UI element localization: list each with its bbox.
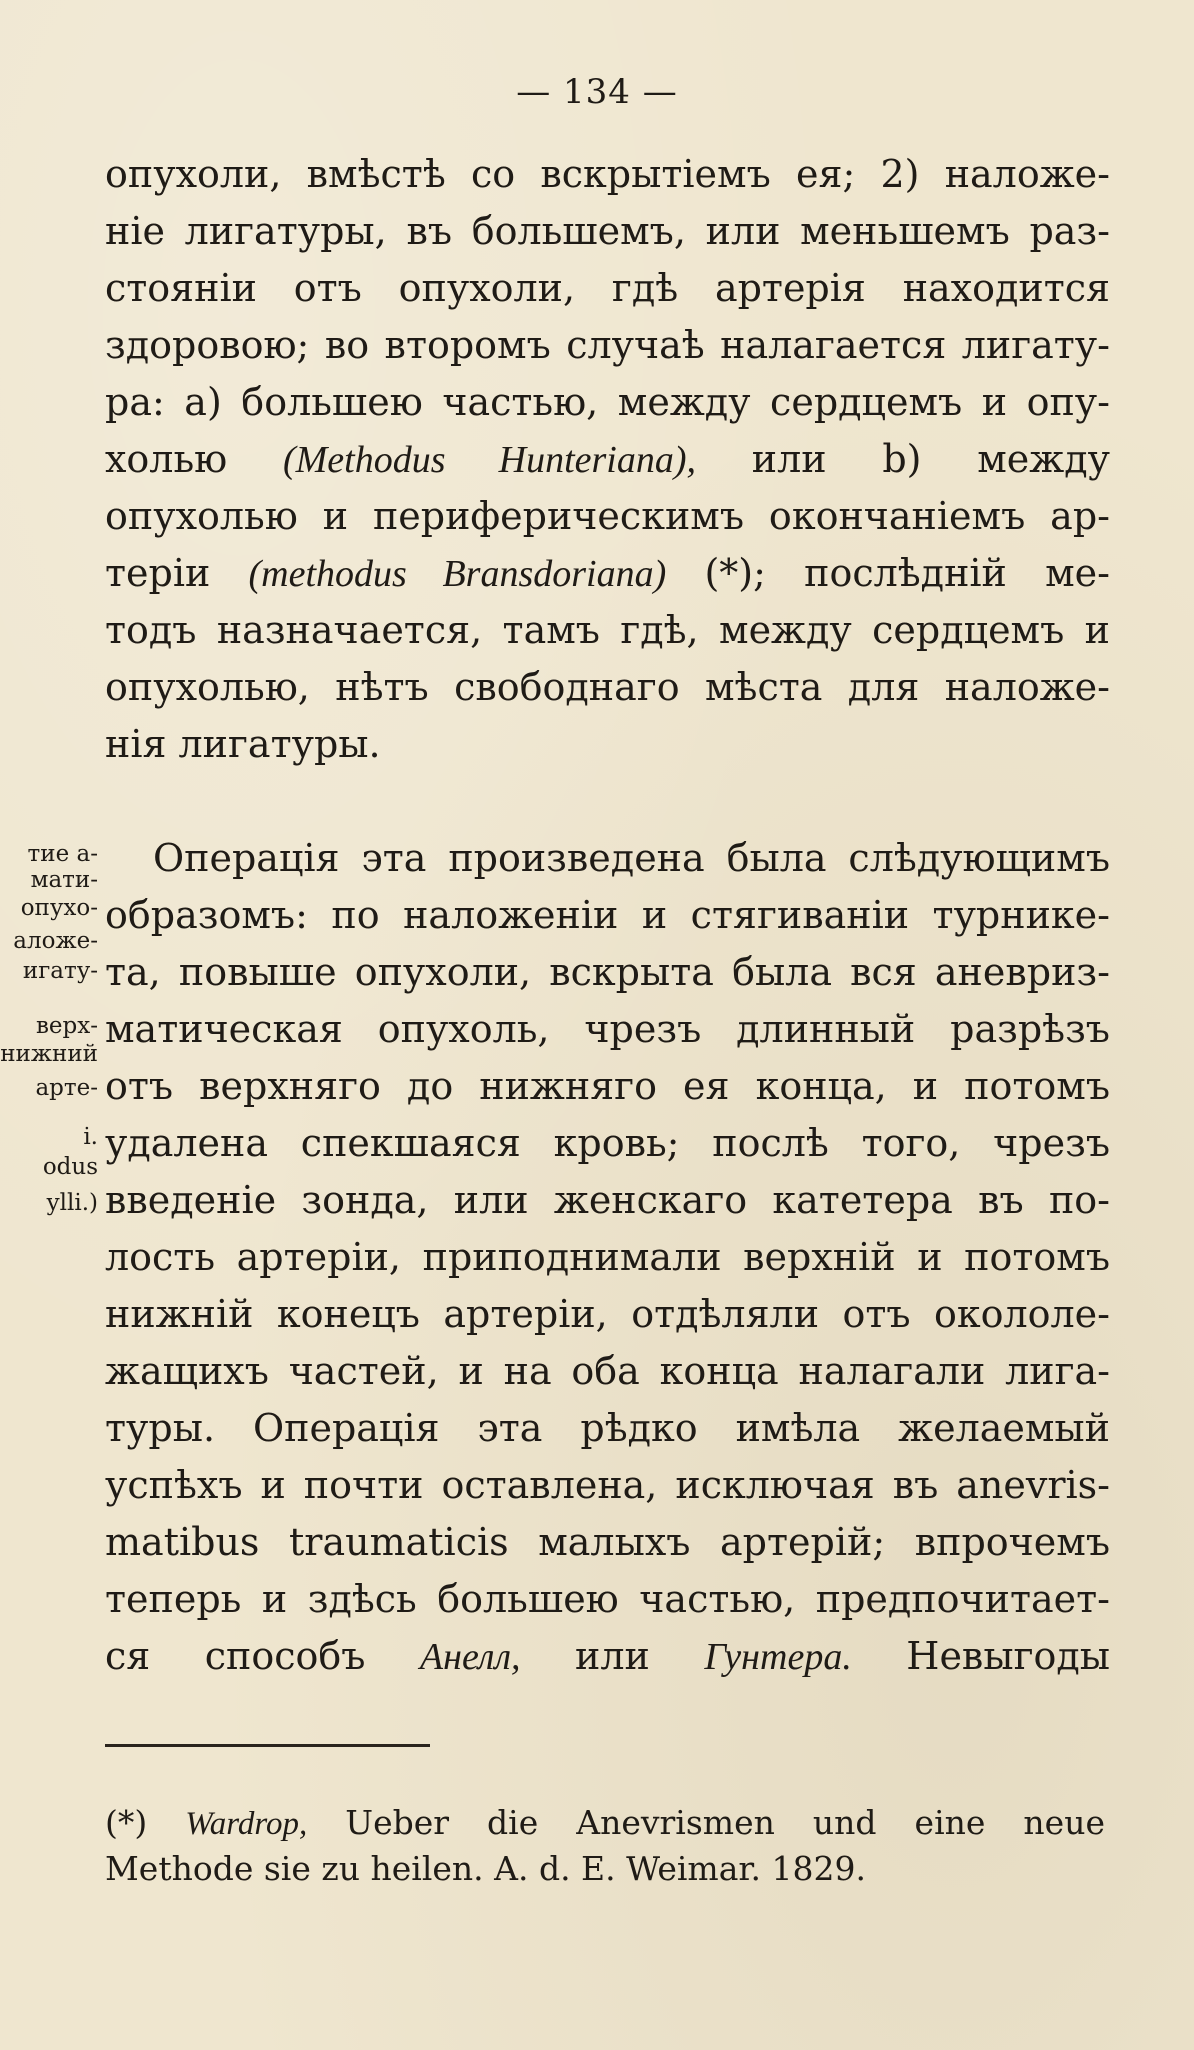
paragraph-2-line: туры. Операцiя эта рѣдко имѣла желаемый [105,1406,1110,1450]
margin-note-line: i. [83,1124,98,1150]
margin-note-line: тие а- [27,841,98,867]
paragraph-1-line: опухолью и периферическимъ окончанiемъ ар- [105,494,1110,538]
paragraph-1-line-with-italic [105,544,1110,603]
paragraph-1-line: опухолью, нѣтъ свободнаго мѣста для наложе- [105,665,1110,709]
paragraph-2-line: лость артерiи, приподнимали верхнiй и потомъ [105,1235,1110,1279]
page-number: — 134 — [516,72,678,112]
latin-method-name: (Methodus Hunteriana), [282,439,697,481]
margin-note-line: мати- [30,867,98,893]
margin-note-line: арте- [35,1075,98,1101]
paragraph-2-line: Операцiя эта произведена была слѣдующимъ [153,836,1110,880]
margin-note-line: опухо- [20,895,98,921]
paragraph-2-line-with-italic [105,1627,1110,1686]
margin-note-line: аложе- [13,928,98,954]
footnote-author: Wardrop, [185,1806,308,1842]
paragraph-1-line: нiе лигатуры, въ большемъ, или меньшемъ раз- [105,209,1110,253]
margin-note-line: игату- [22,958,98,984]
paragraph-2-line: нижнiй конецъ артерiи, отдѣляли отъ окололе- [105,1292,1110,1336]
paragraph-1-last-line: нiя лигатуры. [105,722,381,766]
margin-note-line: верх- [35,1013,98,1039]
text-span: Невыгоды [851,1634,1110,1678]
paragraph-2-line: образомъ: по наложенiи и стягиванiи турнике- [105,893,1110,937]
paragraph-1-line: стоянiи отъ опухоли, гдѣ артерiя находится [105,266,1110,310]
paragraph-1-line: здоровою; во второмъ случаѣ налагается лигату- [105,323,1110,367]
margin-note-line: odus [42,1154,98,1180]
paragraph-2-line: та, повыше опухоли, вскрыта была вся аневриз- [105,950,1110,994]
footnote-divider [105,1744,430,1747]
paragraph-2-line: введенiе зонда, или женскаго катетера въ по- [105,1178,1110,1222]
text-span: терiи [105,551,249,595]
footnote-text: Ueber die Anevrismen und eine neue [307,1803,1105,1842]
paragraph-2-line: матическая опухоль, чрезъ длинный разрѣзъ [105,1007,1110,1051]
footnote-line: Methode sie zu heilen. A. d. E. Weimar. 1829. [105,1849,866,1888]
latin-method-name: (methodus Bransdoriana) [248,553,667,595]
text-span: или b) между [696,437,1110,481]
paragraph-2-line: удалена спекшаяся кровь; послѣ того, чрезъ [105,1121,1110,1165]
paragraph-2-line: теперь и здѣсь большею частью, предпочитает- [105,1577,1110,1621]
paragraph-2-line: отъ верхняго до нижняго ея конца, и потомъ [105,1064,1110,1108]
paragraph-2-line: успѣхъ и почти оставлена, исключая въ anevris- [105,1463,1110,1507]
surgeon-name: Гунтера. [704,1636,852,1678]
paragraph-2-line: жащихъ частей, и на оба конца налагали лига- [105,1349,1110,1393]
footnote-mark: (*) [105,1803,186,1842]
text-span: или [520,1634,705,1678]
margin-note-line: ylli.) [46,1190,98,1216]
paragraph-1-line: тодъ назначается, тамъ гдѣ, между сердцемъ и [105,608,1110,652]
text-span: ся способъ [105,1634,420,1678]
text-span: холью [105,437,283,481]
text-span: (*); послѣднiй ме- [666,551,1110,595]
paragraph-1-line: опухоли, вмѣстѣ со вскрытiемъ ея; 2) наложе- [105,152,1110,196]
surgeon-name: Анелл, [419,1636,521,1678]
paragraph-2-line: matibus traumaticis малыхъ артерiй; впрочемъ [105,1520,1110,1564]
paragraph-1-line-with-italic [105,430,1110,489]
paragraph-1-line: ра: а) большею частью, между сердцемъ и опу- [105,380,1110,424]
footnote-line [105,1800,1105,1847]
margin-note-line: нижний [0,1041,98,1067]
